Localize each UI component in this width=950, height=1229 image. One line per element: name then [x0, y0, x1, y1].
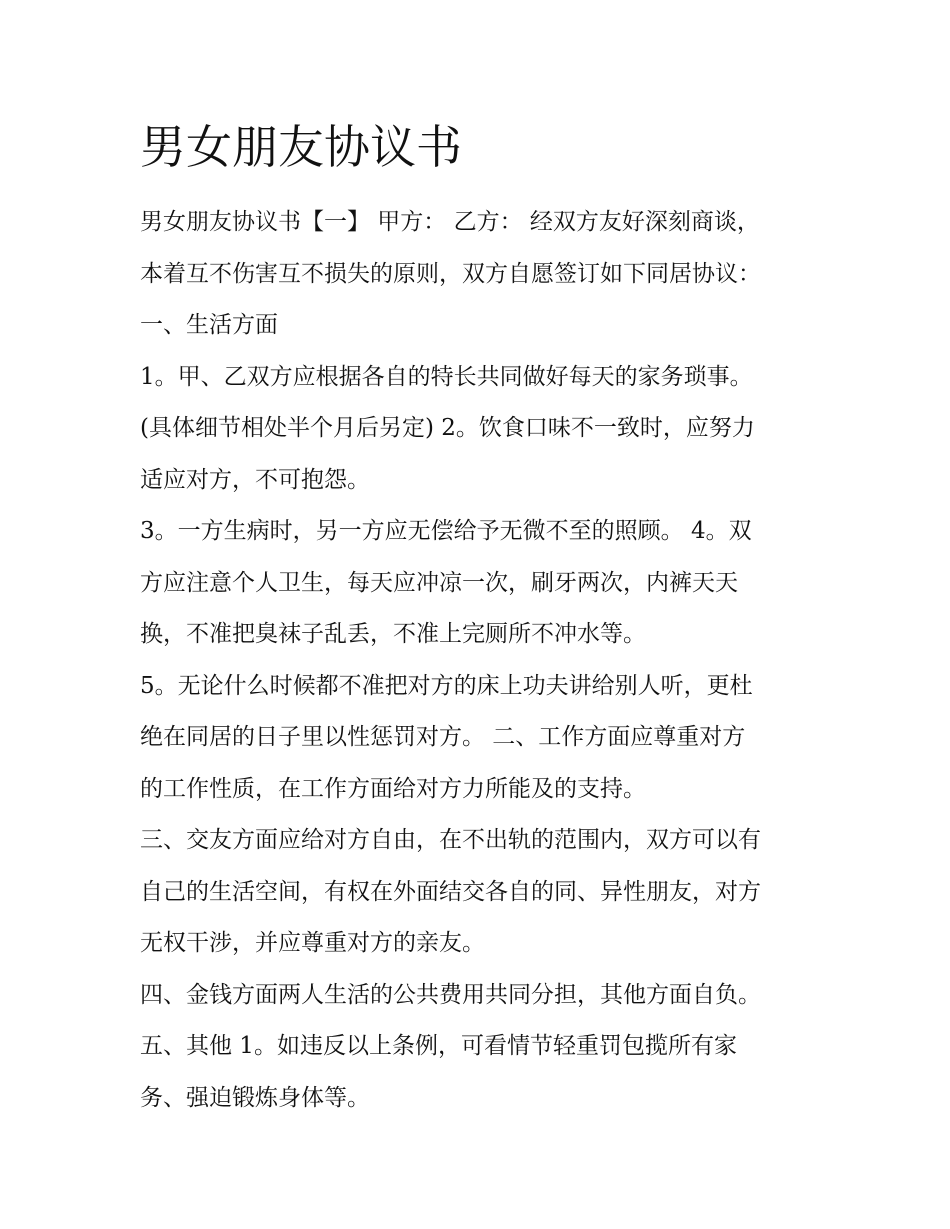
- text-line: (具体细节相处半个月后另定) 2。饮食口味不一致时，应努力: [140, 415, 755, 441]
- text-line: 绝在同居的日子里以性惩罚对方。 二、工作方面应尊重对方: [140, 724, 746, 750]
- text-line: 五、其他 1。如违反以上条例，可看情节轻重罚包揽所有家: [140, 1033, 737, 1059]
- text-line: 无权干涉，并应尊重对方的亲友。: [140, 930, 485, 956]
- text-line: 本着互不伤害互不损失的原则，双方自愿签订如下同居协议：: [140, 260, 761, 287]
- text-line: 方应注意个人卫生，每天应冲凉一次，刷牙两次，内裤天天: [140, 569, 738, 596]
- document-body: [140, 197, 820, 1124]
- text-line: 1。甲、乙双方应根据各自的特长共同做好每天的家务琐事。: [140, 363, 753, 390]
- text-line: 换，不准把臭袜子乱丢，不准上完厕所不冲水等。: [140, 621, 646, 647]
- text-line: 3。一方生病时，另一方应无偿给予无微不至的照顾。 4。双: [140, 518, 752, 544]
- text-line: 四、金钱方面两人生活的公共费用共同分担，其他方面自负。: [140, 981, 761, 1008]
- section-heading-life: 一、生活方面: [140, 312, 278, 338]
- text-line: 适应对方，不可抱怨。: [140, 466, 370, 493]
- text-line: 5。无论什么时候都不准把对方的床上功夫讲给别人听，更杜: [140, 672, 753, 699]
- text-line: 的工作性质，在工作方面给对方力所能及的支持。: [140, 775, 646, 802]
- text-line: 自己的生活空间，有权在外面结交各自的同、异性朋友，对方: [140, 878, 761, 905]
- text-line: 务、强迫锻炼身体等。: [140, 1084, 370, 1111]
- text-line: 男女朋友协议书【一】 甲方： 乙方： 经双方友好深刻商谈，: [140, 209, 760, 235]
- document-title: 男女朋友协议书: [140, 120, 462, 174]
- text-line: 三、交友方面应给对方自由，在不出轨的范围内，双方可以有: [140, 827, 761, 853]
